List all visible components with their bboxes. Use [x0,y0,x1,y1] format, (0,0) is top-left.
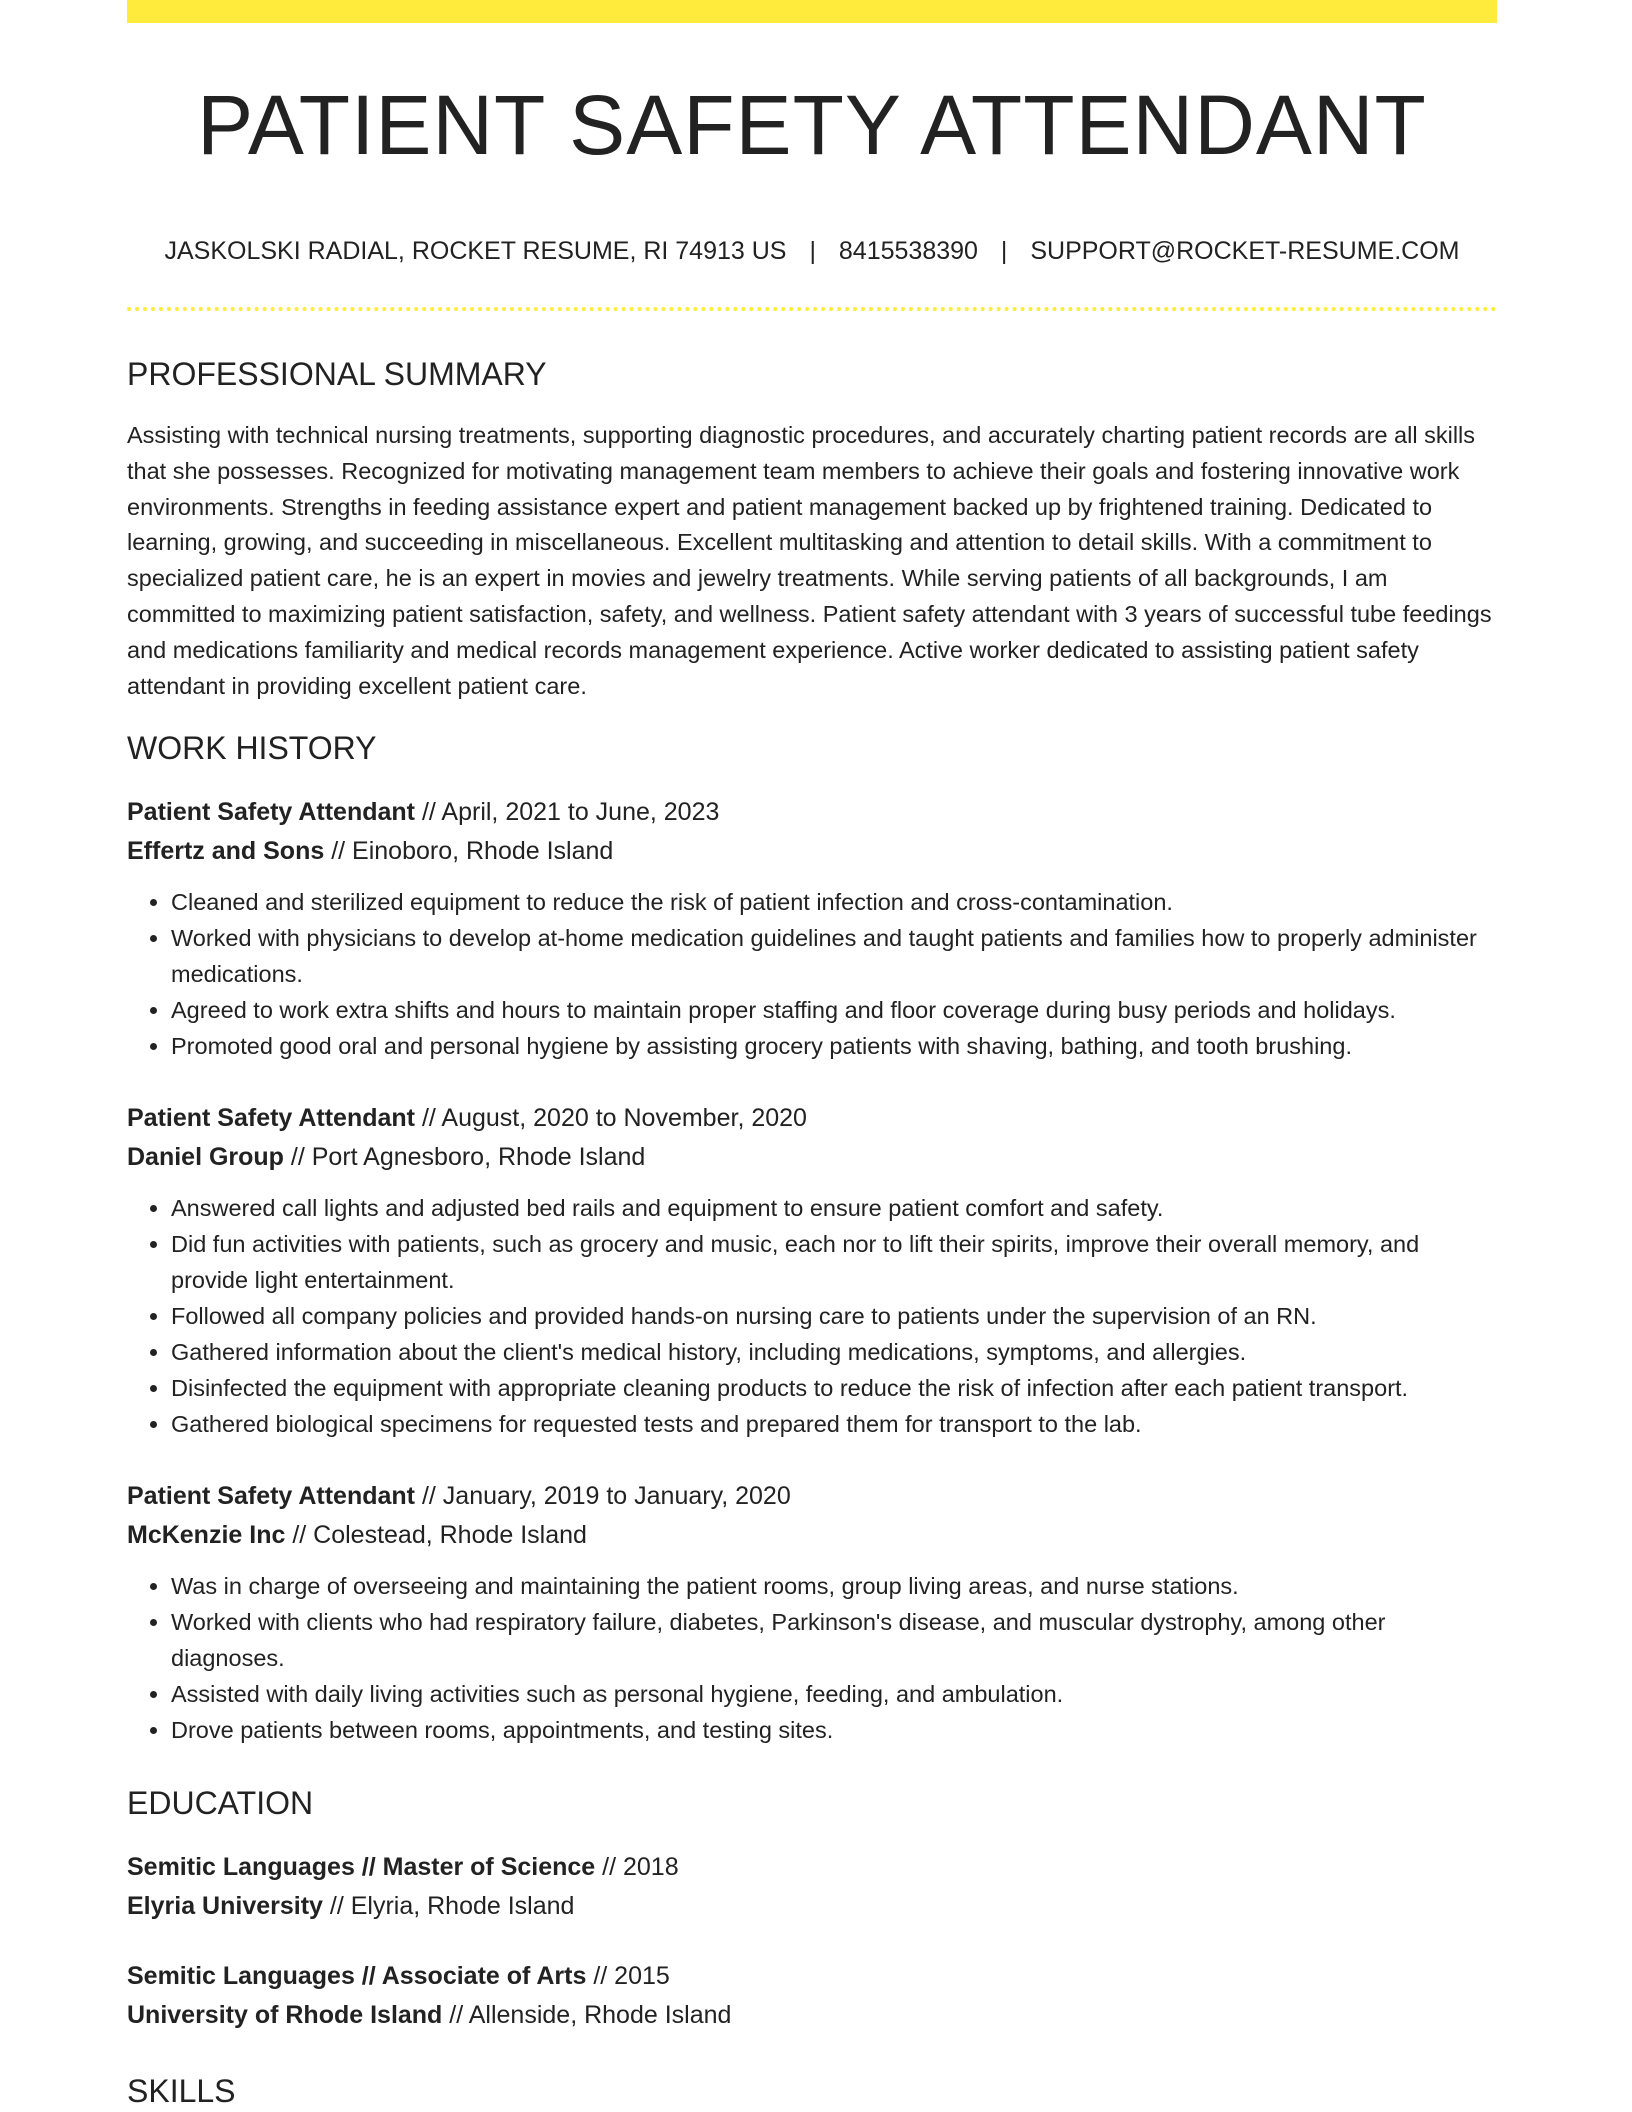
dotted-divider [127,307,1497,315]
bullet-item: • Promoted good oral and personal hygiene by assisting grocery patients with shaving, bathing, and tooth brushing. [171,1028,1497,1064]
bullet-item: • Worked with clients who had respiratory failure, diabetes, Parkinson's disease, and muscular dystrophy, among other diagnoses. [171,1604,1497,1676]
bullet-item: • Agreed to work extra shifts and hours to maintain proper staffing and floor coverage during busy periods and holidays. [171,992,1497,1028]
education-heading: EDUCATION [127,1785,314,1822]
work-history-heading: WORK HISTORY [127,730,377,767]
bullet-item: • Followed all company policies and provided hands-on nursing care to patients under the supervision of an RN. [171,1298,1497,1334]
degree: Semitic Languages // Master of Science [127,1853,596,1882]
job-location: // Port Agnesboro, Rhode Island [283,1143,646,1172]
separator: | [809,237,816,265]
job-title-line [127,793,1497,832]
job-company: Daniel Group [127,1143,284,1172]
job-title-line [127,1099,1497,1138]
job-dates: // August, 2020 to November, 2020 [415,1104,807,1133]
job-location: // Colestead, Rhode Island [285,1521,587,1550]
degree: Semitic Languages // Associate of Arts [127,1962,587,1991]
job-entry [127,1477,1497,1748]
phone: 8415538390 [838,237,978,265]
graduation-year: // 2018 [595,1853,679,1882]
job-dates: // January, 2019 to January, 2020 [415,1482,791,1511]
job-role: Patient Safety Attendant [127,1104,416,1133]
education-entry [127,1848,1497,1926]
bullet-item: • Disinfected the equipment with appropriate cleaning products to reduce the risk of infection after each patient transport. [171,1370,1497,1406]
bullet-item: • Cleaned and sterilized equipment to reduce the risk of patient infection and cross-contamination. [171,884,1497,920]
bullet-item: • Answered call lights and adjusted bed rails and equipment to ensure patient comfort and safety. [171,1190,1497,1226]
school: University of Rhode Island [127,2001,443,2030]
separator: | [1000,237,1008,265]
job-company: Effertz and Sons [127,837,325,866]
contact-line [127,237,1497,266]
candidate-name: PATIENT SAFETY ATTENDANT [197,78,1427,172]
summary-text: Assisting with technical nursing treatments, supporting diagnostic procedures, and accurately charting patient records are all skills that she possesses. Recognized for motivating management team members to achieve their goals and fostering innovative work environments. Strengths in feeding assistance expert and patient management backed up by frightened training. Dedicated to learning, growing, and succeeding in miscellaneous. Excellent multitasking and attention to detail skills. With a commitment to specialized patient care, he is an expert in movies and jewelry treatments. While serving patients of all backgrounds, I am committed to maximizing patient satisfaction, safety, and wellness. Patient safety attendant with 3 years of successful tube feedings and medications familiarity and medical records management experience. Active worker dedicated to assisting patient safety attendant in providing excellent patient care. [127,422,1492,699]
job-bullets [127,884,1497,1064]
bullet-item: • Gathered biological specimens for requested tests and prepared them for transport to the lab. [171,1406,1497,1442]
education-entry [127,1957,1497,2035]
graduation-year: // 2015 [586,1962,670,1991]
job-role: Patient Safety Attendant [127,1482,416,1511]
job-company-line [127,1516,1497,1555]
bullet-item: • Gathered information about the client's medical history, including medications, symptoms, and allergies. [171,1334,1497,1370]
school-location: // Allenside, Rhode Island [442,2001,732,2030]
job-title-line [127,1477,1497,1516]
job-entry [127,793,1497,1064]
school-line [127,1887,1497,1926]
job-company: McKenzie Inc [127,1521,286,1550]
bullet-item: • Was in charge of overseeing and maintaining the patient rooms, group living areas, and nurse stations. [171,1568,1497,1604]
school-line [127,1996,1497,2035]
resume-page [127,0,1497,2110]
address: JASKOLSKI RADIAL, ROCKET RESUME, RI 74913 US [164,237,787,265]
school: Elyria University [127,1892,323,1921]
degree-line [127,1957,1497,1996]
bullet-item: • Worked with physicians to develop at-home medication guidelines and taught patients and families how to properly administer medications. [171,920,1497,992]
job-company-line [127,1138,1497,1177]
summary-heading: PROFESSIONAL SUMMARY [127,356,547,392]
bullet-item: • Did fun activities with patients, such as grocery and music, each nor to lift their spirits, improve their overall memory, and provide light entertainment. [171,1226,1497,1298]
skills-heading: SKILLS [127,2073,236,2110]
job-entry [127,1099,1497,1442]
job-bullets [127,1190,1497,1442]
job-bullets [127,1568,1497,1748]
school-location: // Elyria, Rhode Island [322,1892,575,1921]
email: SUPPORT@ROCKET-RESUME.COM [1030,237,1460,265]
job-location: // Einoboro, Rhode Island [324,837,614,866]
degree-line [127,1848,1497,1887]
bullet-item: • Drove patients between rooms, appointments, and testing sites. [171,1712,1497,1748]
job-dates: // April, 2021 to June, 2023 [415,798,720,827]
bullet-item: • Assisted with daily living activities such as personal hygiene, feeding, and ambulation. [171,1676,1497,1712]
job-role: Patient Safety Attendant [127,798,416,827]
job-company-line [127,832,1497,871]
accent-bar [127,0,1497,23]
